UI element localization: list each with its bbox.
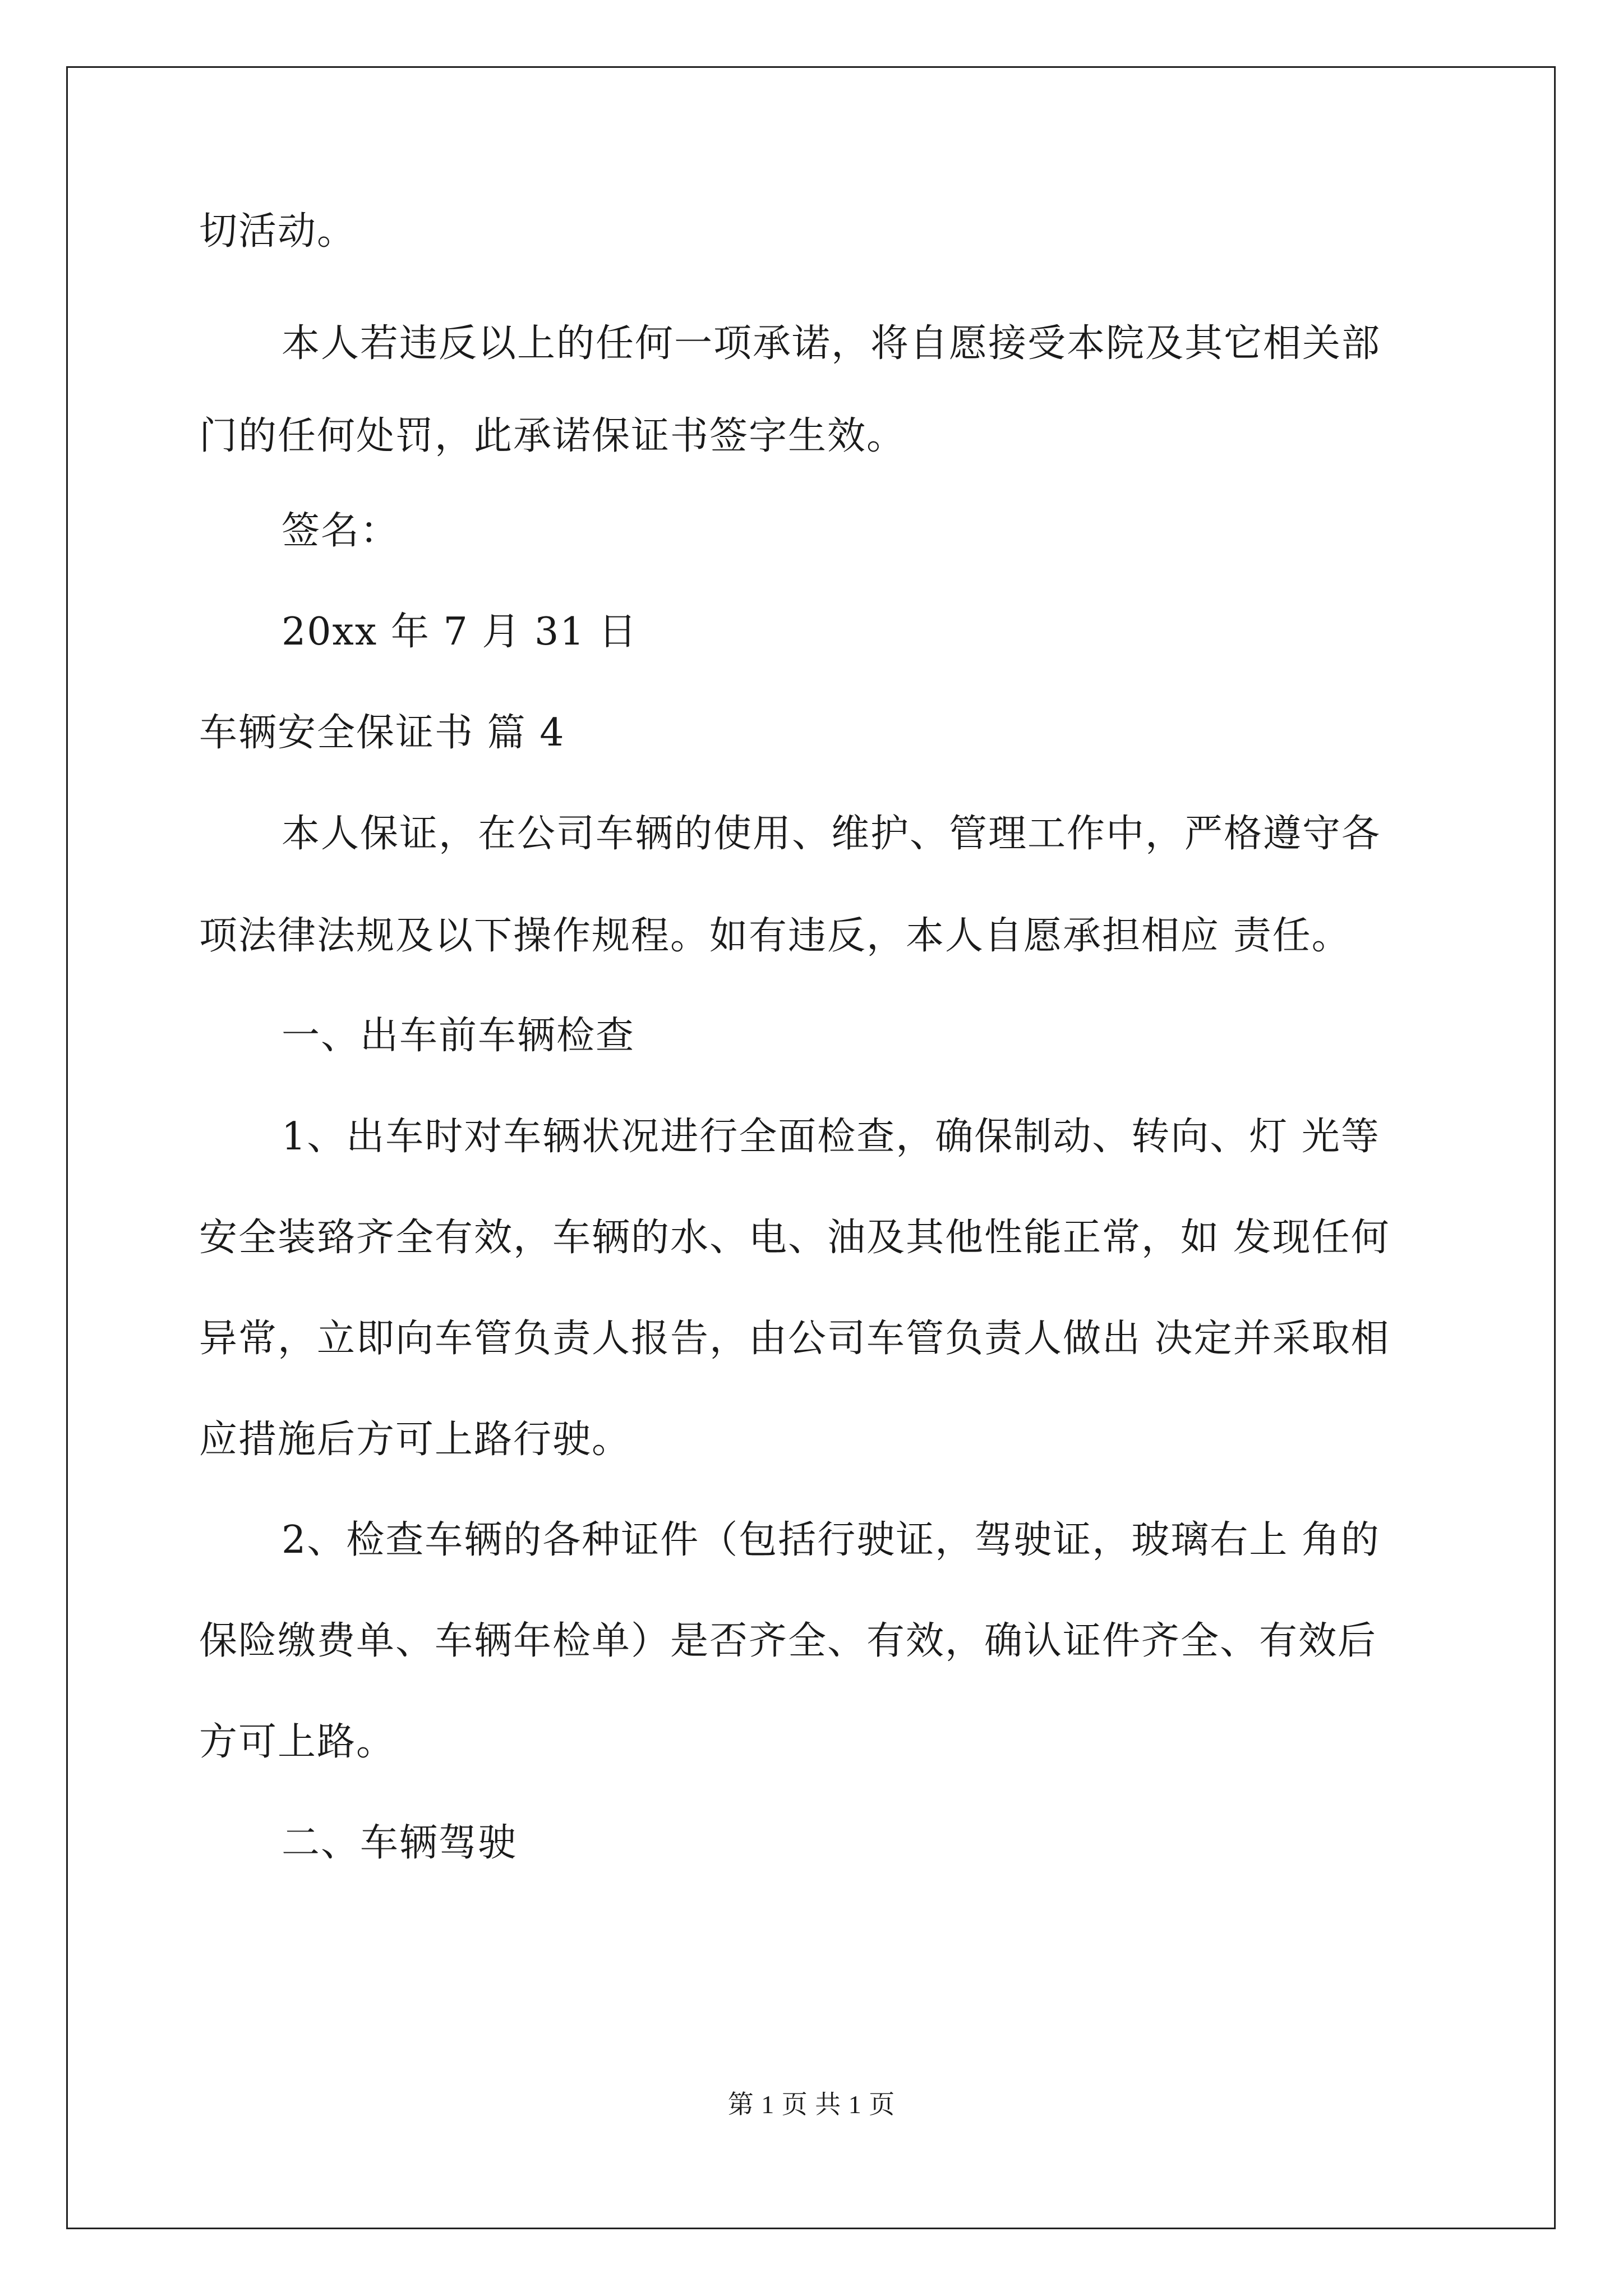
text-line: 安全装臵齐全有效，车辆的水、电、油及其他性能正常，如 发现任何: [199, 1216, 1390, 1260]
date-line: 20xx 年 7 月 31 日: [282, 610, 638, 654]
text-line: 异常，立即向车管负责人报告，由公司车管负责人做出 决定并采取相: [199, 1317, 1390, 1361]
text-line: 本人保证，在公司车辆的使用、维护、管理工作中，严格遵守各: [282, 812, 1381, 856]
subheading: 一、出车前车辆检查: [282, 1014, 635, 1058]
text-line: 1、出车时对车辆状况进行全面检查，确保制动、转向、灯 光等: [282, 1115, 1380, 1159]
text-line: 方可上路。: [199, 1720, 396, 1764]
text-line: 切活动。: [199, 209, 357, 254]
text-line: 2、检查车辆的各种证件（包括行驶证，驾驶证，玻璃右上 角的: [282, 1518, 1380, 1562]
text-line: 保险缴费单、车辆年检单）是否齐全、有效，确认证件齐全、有效后: [199, 1619, 1377, 1663]
text-line: 门的任何处罚，此承诺保证书签字生效。: [199, 414, 906, 458]
signature-label: 签名：: [282, 509, 400, 553]
subheading: 二、车辆驾驶: [282, 1821, 518, 1865]
section-heading: 车辆安全保证书 篇 4: [199, 711, 565, 755]
page-footer: 第 1 页 共 1 页: [727, 2090, 896, 2119]
text-line: 本人若违反以上的任何一项承诺，将自愿接受本院及其它相关部: [282, 321, 1381, 366]
text-line: 应措施后方可上路行驶。: [199, 1418, 631, 1462]
text-line: 项法律法规及以下操作规程。如有违反，本人自愿承担相应 责任。: [199, 914, 1351, 958]
